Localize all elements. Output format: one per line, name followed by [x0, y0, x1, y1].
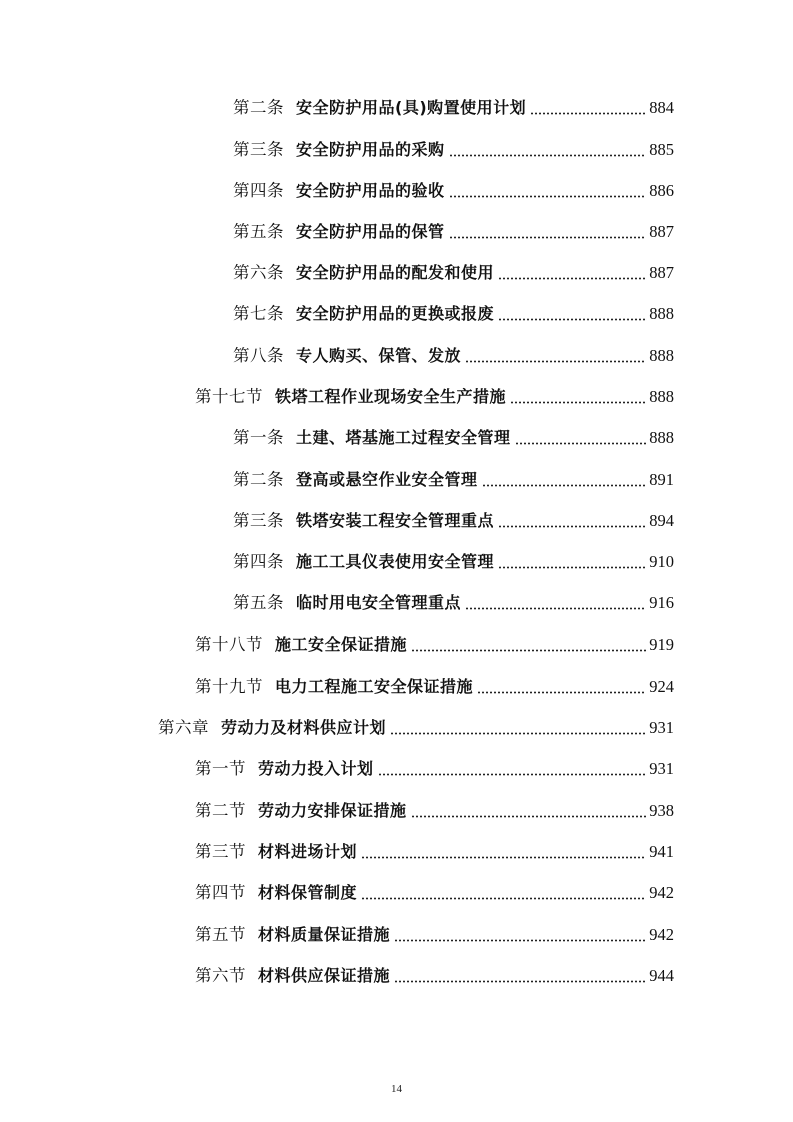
dot-leader [449, 154, 647, 157]
dot-leader [390, 732, 646, 735]
toc-entry-article[interactable] [233, 466, 674, 490]
entry-title: 材料质量保证措施 [258, 925, 391, 944]
dot-leader [510, 401, 646, 404]
entry-page-number: 942 [649, 883, 674, 902]
toc-entry-section[interactable] [195, 962, 674, 986]
entry-number: 第二节 [195, 801, 246, 820]
dot-leader [482, 484, 647, 487]
entry-number: 第三条 [233, 140, 284, 159]
toc-entry-section[interactable] [195, 921, 674, 945]
entry-title: 土建、塔基施工过程安全管理 [296, 428, 511, 447]
dot-leader [361, 856, 646, 859]
toc-entry-article[interactable] [233, 507, 674, 531]
entry-page-number: 888 [649, 387, 674, 406]
dot-leader [477, 691, 646, 694]
entry-number: 第六章 [158, 718, 209, 737]
entry-number: 第十九节 [195, 677, 263, 696]
page-number: 14 [391, 1083, 402, 1095]
entry-number: 第五节 [195, 925, 246, 944]
entry-title: 登高或悬空作业安全管理 [296, 470, 478, 489]
entry-number: 第十八节 [195, 635, 263, 654]
toc-entry-article[interactable] [233, 218, 674, 242]
entry-number: 第四条 [233, 552, 284, 571]
entry-page-number: 931 [649, 718, 674, 737]
entry-title: 电力工程施工安全保证措施 [275, 677, 474, 696]
dot-leader [361, 897, 646, 900]
entry-title: 材料进场计划 [258, 842, 358, 861]
entry-title: 临时用电安全管理重点 [296, 593, 462, 612]
entry-page-number: 888 [649, 304, 674, 323]
toc-entry-article[interactable] [233, 177, 674, 201]
entry-page-number: 916 [649, 593, 674, 612]
entry-page-number: 919 [649, 635, 674, 654]
entry-page-number: 887 [649, 263, 674, 282]
dot-leader [449, 195, 647, 198]
entry-number: 第五条 [233, 222, 284, 241]
entry-number: 第六节 [195, 966, 246, 985]
entry-title: 铁塔安装工程安全管理重点 [296, 511, 495, 530]
entry-title: 施工工具仪表使用安全管理 [296, 552, 495, 571]
toc-entry-article[interactable] [233, 589, 674, 613]
entry-page-number: 942 [649, 925, 674, 944]
entry-number: 第二条 [233, 98, 284, 117]
dot-leader [498, 277, 646, 280]
entry-page-number: 938 [649, 801, 674, 820]
toc-entry-section[interactable] [195, 755, 674, 779]
entry-page-number: 886 [649, 181, 674, 200]
entry-page-number: 885 [649, 140, 674, 159]
dot-leader [378, 773, 647, 776]
dot-leader [411, 649, 646, 652]
dot-leader [465, 360, 646, 363]
entry-title: 劳动力安排保证措施 [258, 801, 407, 820]
entry-title: 材料供应保证措施 [258, 966, 391, 985]
entry-number: 第四节 [195, 883, 246, 902]
entry-number: 第一节 [195, 759, 246, 778]
entry-title: 铁塔工程作业现场安全生产措施 [275, 387, 507, 406]
toc-entry-section[interactable] [195, 383, 674, 407]
entry-title: 安全防护用品的配发和使用 [296, 263, 495, 282]
entry-title: 安全防护用品的保管 [296, 222, 445, 241]
entry-title: 劳动力投入计划 [258, 759, 374, 778]
toc-entry-section[interactable] [195, 797, 674, 821]
entry-page-number: 941 [649, 842, 674, 861]
entry-title: 安全防护用品的采购 [296, 140, 445, 159]
toc-entry-article[interactable] [233, 136, 674, 160]
dot-leader [394, 980, 646, 983]
toc-entry-article[interactable] [233, 424, 674, 448]
entry-page-number: 887 [649, 222, 674, 241]
entry-number: 第四条 [233, 181, 284, 200]
toc-entry-section[interactable] [195, 631, 674, 655]
entry-title: 专人购买、保管、发放 [296, 346, 462, 365]
entry-title: 施工安全保证措施 [275, 635, 408, 654]
entry-page-number: 891 [649, 470, 674, 489]
entry-number: 第五条 [233, 593, 284, 612]
toc-entry-section[interactable] [195, 879, 674, 903]
toc-entry-article[interactable] [233, 548, 674, 572]
entry-title: 材料保管制度 [258, 883, 358, 902]
entry-number: 第一条 [233, 428, 284, 447]
dot-leader [530, 112, 646, 115]
entry-page-number: 888 [649, 428, 674, 447]
entry-number: 第十七节 [195, 387, 263, 406]
toc-entry-chapter[interactable] [158, 714, 674, 738]
entry-page-number: 924 [649, 677, 674, 696]
entry-page-number: 944 [649, 966, 674, 985]
dot-leader [498, 318, 646, 321]
entry-title: 劳动力及材料供应计划 [221, 718, 387, 737]
toc-entry-article[interactable] [233, 342, 674, 366]
toc-entry-section[interactable] [195, 838, 674, 862]
entry-number: 第三条 [233, 511, 284, 530]
toc-entry-article[interactable] [233, 259, 674, 283]
dot-leader [465, 607, 646, 610]
entry-page-number: 884 [649, 98, 674, 117]
entry-page-number: 931 [649, 759, 674, 778]
dot-leader [498, 525, 646, 528]
entry-title: 安全防护用品(具)购置使用计划 [296, 98, 527, 117]
toc-entry-section[interactable] [195, 673, 674, 697]
dot-leader [449, 236, 647, 239]
entry-number: 第七条 [233, 304, 284, 323]
entry-page-number: 894 [649, 511, 674, 530]
dot-leader [498, 566, 646, 569]
dot-leader [515, 442, 647, 445]
entry-page-number: 888 [649, 346, 674, 365]
entry-number: 第二条 [233, 470, 284, 489]
toc-entry-article[interactable] [233, 300, 674, 324]
dot-leader [394, 939, 646, 942]
entry-page-number: 910 [649, 552, 674, 571]
entry-number: 第八条 [233, 346, 284, 365]
entry-title: 安全防护用品的验收 [296, 181, 445, 200]
entry-title: 安全防护用品的更换或报废 [296, 304, 495, 323]
entry-number: 第三节 [195, 842, 246, 861]
entry-number: 第六条 [233, 263, 284, 282]
dot-leader [411, 815, 647, 818]
toc-entry-article[interactable] [233, 94, 674, 118]
